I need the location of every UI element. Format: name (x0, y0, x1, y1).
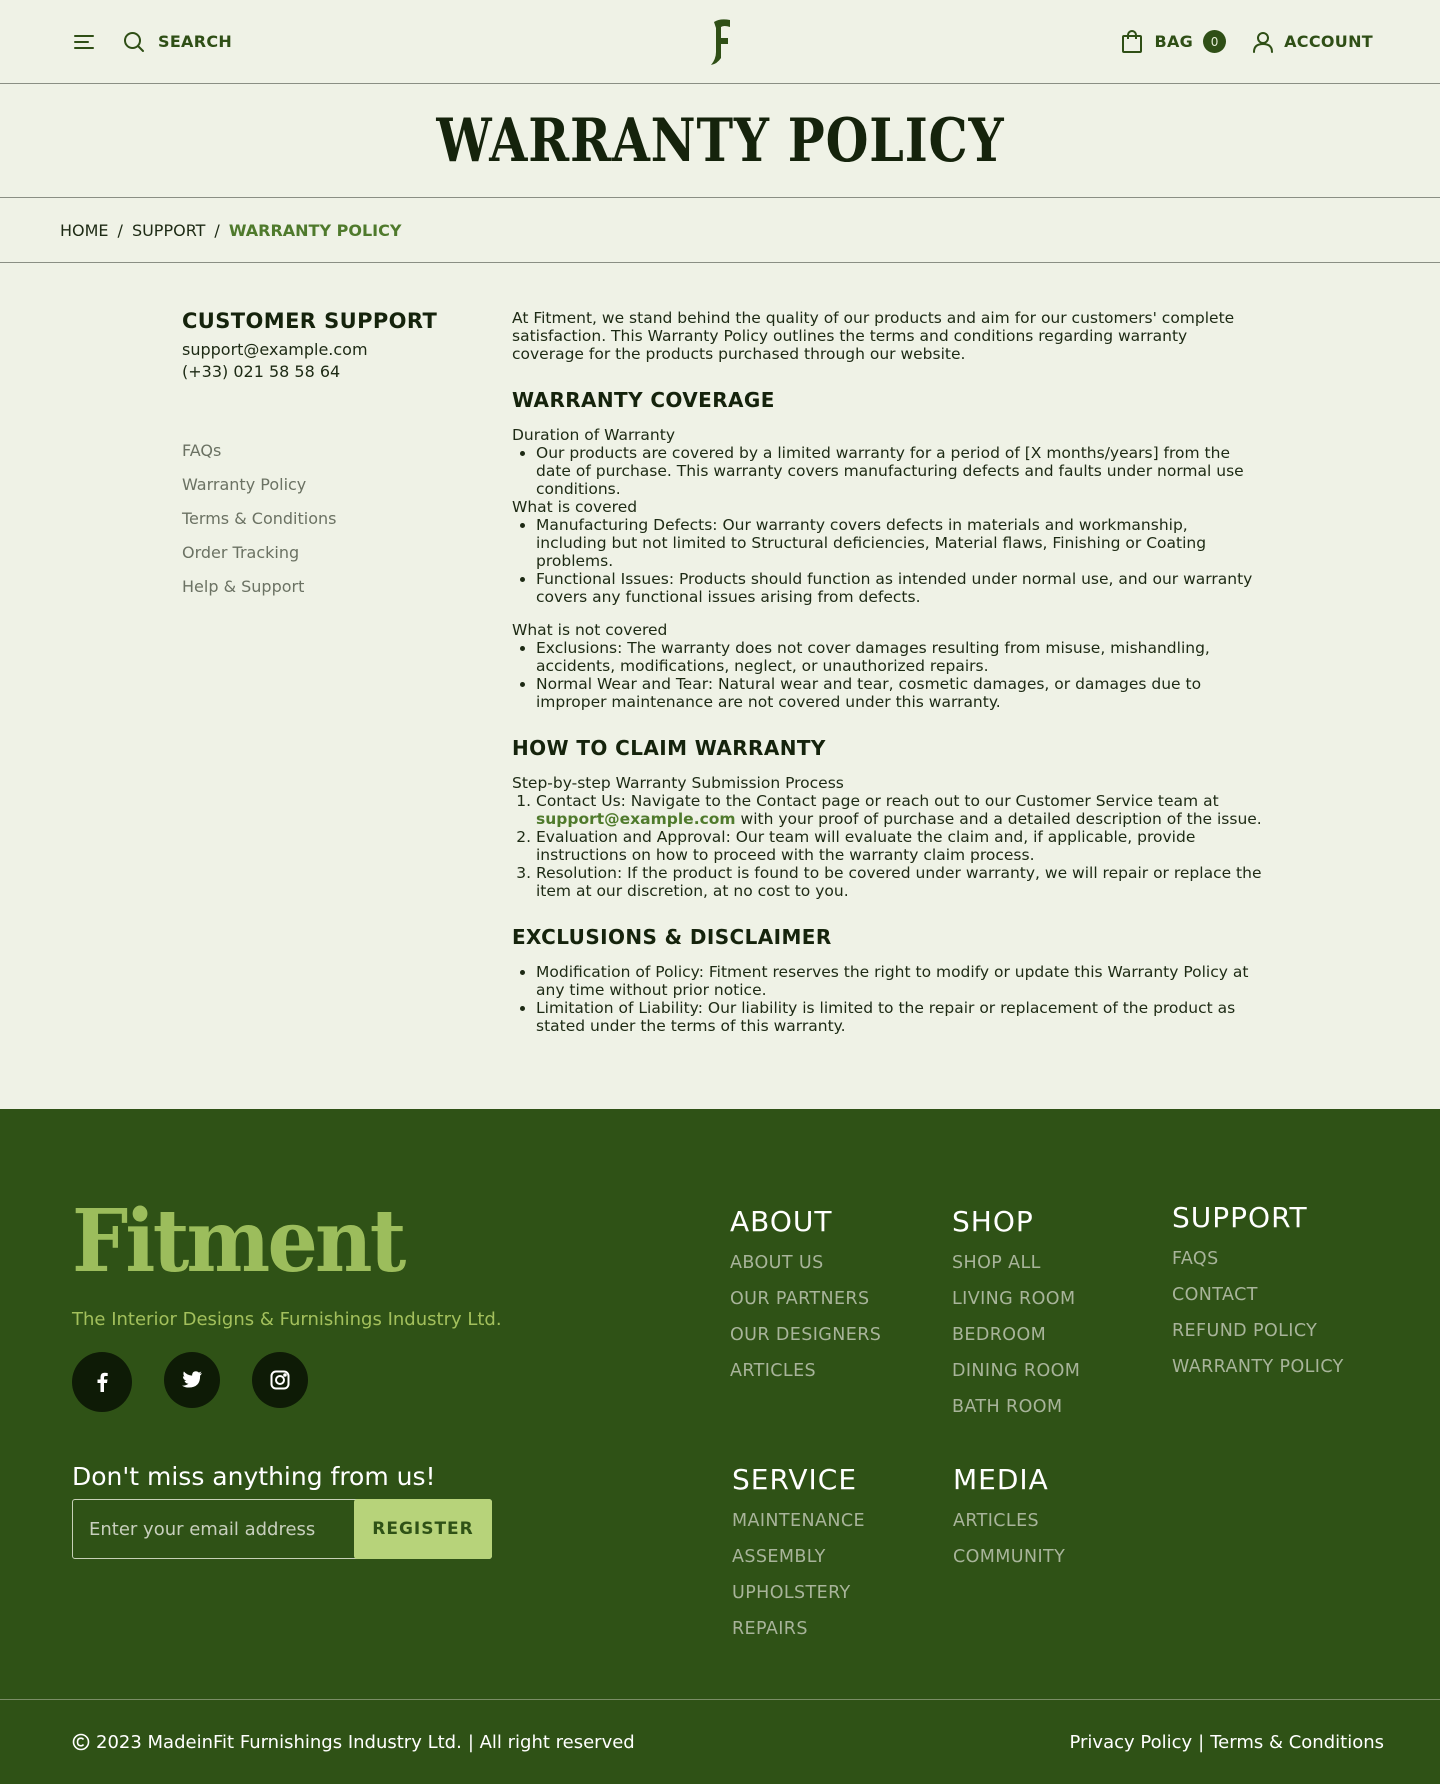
footer-tagline: The Interior Designs & Furnishings Industry Ltd. (72, 1309, 502, 1330)
register-button[interactable]: REGISTER (354, 1499, 492, 1559)
footer-col-title: ABOUT (730, 1205, 833, 1238)
site-footer (0, 1109, 1440, 1784)
footer-col-title: SERVICE (732, 1463, 858, 1496)
footer-link[interactable]: REFUND POLICY (1172, 1321, 1318, 1341)
newsletter-title: Don't miss anything from us! (72, 1462, 436, 1491)
account-button[interactable] (1252, 30, 1373, 54)
footer-link[interactable]: SHOP ALL (952, 1253, 1041, 1273)
duration-list (536, 444, 1262, 498)
instagram-link[interactable] (252, 1352, 308, 1408)
not-covered-title: What is not covered (512, 621, 668, 639)
breadcrumb-current: WARRANTY POLICY (228, 220, 402, 240)
breadcrumb-separator: / (117, 220, 123, 240)
support-email[interactable]: support@example.com (182, 340, 368, 359)
process-title: Step-by-step Warranty Submission Process (512, 774, 844, 792)
user-icon (1252, 30, 1274, 54)
sidebar-item-terms[interactable]: Terms & Conditions (182, 509, 337, 528)
copyright (72, 1732, 635, 1753)
footer-brand[interactable]: Fitment (72, 1191, 404, 1292)
footer-link[interactable]: MAINTENANCE (732, 1511, 865, 1531)
footer-col-shop (952, 1205, 1080, 1432)
page-title: WARRANTY POLICY (435, 105, 1005, 176)
not-covered-list (536, 639, 1262, 711)
claim-heading: HOW TO CLAIM WARRANTY (512, 736, 826, 760)
bag-count-badge: 0 (1203, 30, 1226, 53)
footer-link[interactable]: LIVING ROOM (952, 1289, 1076, 1309)
footer-link[interactable]: WARRANTY POLICY (1172, 1357, 1344, 1377)
footer-col-title: MEDIA (953, 1463, 1049, 1496)
copyright-text: 2023 MadeinFit Furnishings Industry Ltd. (96, 1731, 462, 1753)
footer-link[interactable]: OUR DESIGNERS (730, 1325, 882, 1345)
coverage-heading: WARRANTY COVERAGE (512, 388, 775, 412)
legal-separator: | (1198, 1731, 1205, 1753)
privacy-policy-link[interactable]: Privacy Policy (1069, 1731, 1193, 1753)
newsletter-form (72, 1499, 492, 1559)
claim-email-link[interactable]: support@example.com (536, 810, 736, 828)
intro-paragraph: At Fitment, we stand behind the quality of our products and aim for our customers' complete satisfaction. This Warranty Policy outlines the terms and conditions regarding warranty coverage for the products purchased through our website. (512, 309, 1235, 363)
header-right (1121, 30, 1374, 54)
footer-link[interactable]: BEDROOM (952, 1325, 1047, 1345)
list-item: • Modification of Policy: Fitment reserves the right to modify or update this Warranty Policy at any time without prior notice. (536, 963, 1262, 999)
main-content (0, 263, 1440, 1109)
search-link[interactable]: SEARCH (158, 32, 233, 51)
footer-link[interactable]: ARTICLES (730, 1361, 817, 1381)
footer-link[interactable]: ARTICLES (953, 1511, 1040, 1531)
facebook-link[interactable] (72, 1352, 132, 1412)
bag-button[interactable] (1121, 30, 1227, 54)
footer-link[interactable]: REPAIRS (732, 1619, 808, 1639)
header-left (72, 30, 232, 54)
list-item: • Manufacturing Defects: Our warranty covers defects in materials and workmanship, including but not limited to Structural deficiencies, Material flaws, Finishing or Coating problems. (536, 516, 1262, 570)
list-item: • Our products are covered by a limited warranty for a period of [X months/years] from the date of purchase. This warranty covers manufacturing defects and faults under normal use conditions. (536, 444, 1262, 498)
footer-col-title: SUPPORT (1172, 1201, 1308, 1234)
footer-bottom-bar (0, 1699, 1440, 1784)
duration-title: Duration of Warranty (512, 426, 675, 444)
footer-col-support (1172, 1201, 1344, 1392)
breadcrumb-separator: / (214, 220, 220, 240)
policy-content (512, 309, 1262, 1049)
menu-icon[interactable] (72, 30, 96, 54)
exclusions-list (536, 963, 1262, 1035)
copyright-icon (72, 1733, 90, 1751)
list-item: 3. Resolution: If the product is found to be covered under warranty, we will repair or replace the item at our discretion, at no cost to you. (536, 864, 1262, 900)
list-item: 2. Evaluation and Approval: Our team will evaluate the claim and, if applicable, provide instructions on how to proceed with the warranty claim process. (536, 828, 1262, 864)
list-item: • Exclusions: The warranty does not cover damages resulting from misuse, mishandling, accidents, modifications, neglect, or unauthorized repairs. (536, 639, 1262, 675)
footer-link[interactable]: ASSEMBLY (732, 1547, 826, 1567)
instagram-icon (270, 1370, 290, 1390)
list-item: • Normal Wear and Tear: Natural wear and tear, cosmetic damages, or damages due to improper maintenance are not covered under this warranty. (536, 675, 1262, 711)
twitter-icon (181, 1371, 203, 1389)
breadcrumb (0, 198, 1440, 263)
footer-link[interactable]: FAQS (1172, 1249, 1219, 1269)
support-sidebar (182, 309, 512, 1049)
claim-steps (536, 792, 1262, 900)
footer-link[interactable]: BATH ROOM (952, 1397, 1063, 1417)
footer-col-title: SHOP (952, 1205, 1034, 1238)
footer-col-media (953, 1463, 1065, 1582)
sidebar-heading: CUSTOMER SUPPORT (182, 309, 438, 333)
footer-col-service (732, 1463, 865, 1654)
list-item: • Functional Issues: Products should function as intended under normal use, and our warranty covers any functional issues arising from defects. (536, 570, 1262, 606)
footer-link[interactable]: DINING ROOM (952, 1361, 1081, 1381)
step-text: with your proof of purchase and a detailed description of the issue. (740, 810, 1262, 828)
footer-col-about (730, 1205, 881, 1396)
bag-icon (1121, 30, 1143, 54)
footer-link[interactable]: UPHOLSTERY (732, 1583, 851, 1603)
exclusions-heading: EXCLUSIONS & DISCLAIMER (512, 925, 832, 949)
rights-text: | All right reserved (467, 1731, 635, 1753)
social-links (72, 1352, 308, 1412)
sidebar-item-warranty-policy[interactable]: Warranty Policy (182, 475, 307, 494)
breadcrumb-home[interactable]: HOME (60, 220, 109, 240)
sidebar-item-help[interactable]: Help & Support (182, 577, 305, 596)
sidebar-links (182, 434, 512, 604)
breadcrumb-support[interactable]: SUPPORT (131, 220, 206, 240)
newsletter-email-input[interactable] (73, 1500, 354, 1558)
covered-title: What is covered (512, 498, 638, 516)
title-band (0, 84, 1440, 198)
covered-list (536, 516, 1262, 606)
sidebar-item-order-tracking[interactable]: Order Tracking (182, 543, 300, 562)
site-header (0, 0, 1440, 84)
list-item: • Limitation of Liability: Our liability is limited to the repair or replacement of the product as stated under the terms of this warranty. (536, 999, 1262, 1035)
list-item (536, 792, 1262, 828)
footer-link[interactable]: COMMUNITY (953, 1547, 1066, 1567)
legal-links (1069, 1732, 1384, 1753)
step-text: Contact Us: Navigate to the Contact page or reach out to our Customer Service team at (536, 792, 1219, 810)
footer-link[interactable]: CONTACT (1172, 1285, 1258, 1305)
logo-icon[interactable] (708, 18, 732, 66)
twitter-link[interactable] (164, 1352, 220, 1408)
footer-link[interactable]: ABOUT US (730, 1253, 824, 1273)
search-icon[interactable] (122, 30, 146, 54)
bag-label: BAG (1154, 32, 1194, 51)
account-label: ACCOUNT (1284, 32, 1373, 51)
footer-link[interactable]: OUR PARTNERS (730, 1289, 870, 1309)
support-phone[interactable]: (+33) 021 58 58 64 (182, 362, 341, 381)
terms-link[interactable]: Terms & Conditions (1210, 1731, 1384, 1753)
sidebar-item-faqs[interactable]: FAQs (182, 441, 222, 460)
facebook-icon (96, 1372, 108, 1392)
